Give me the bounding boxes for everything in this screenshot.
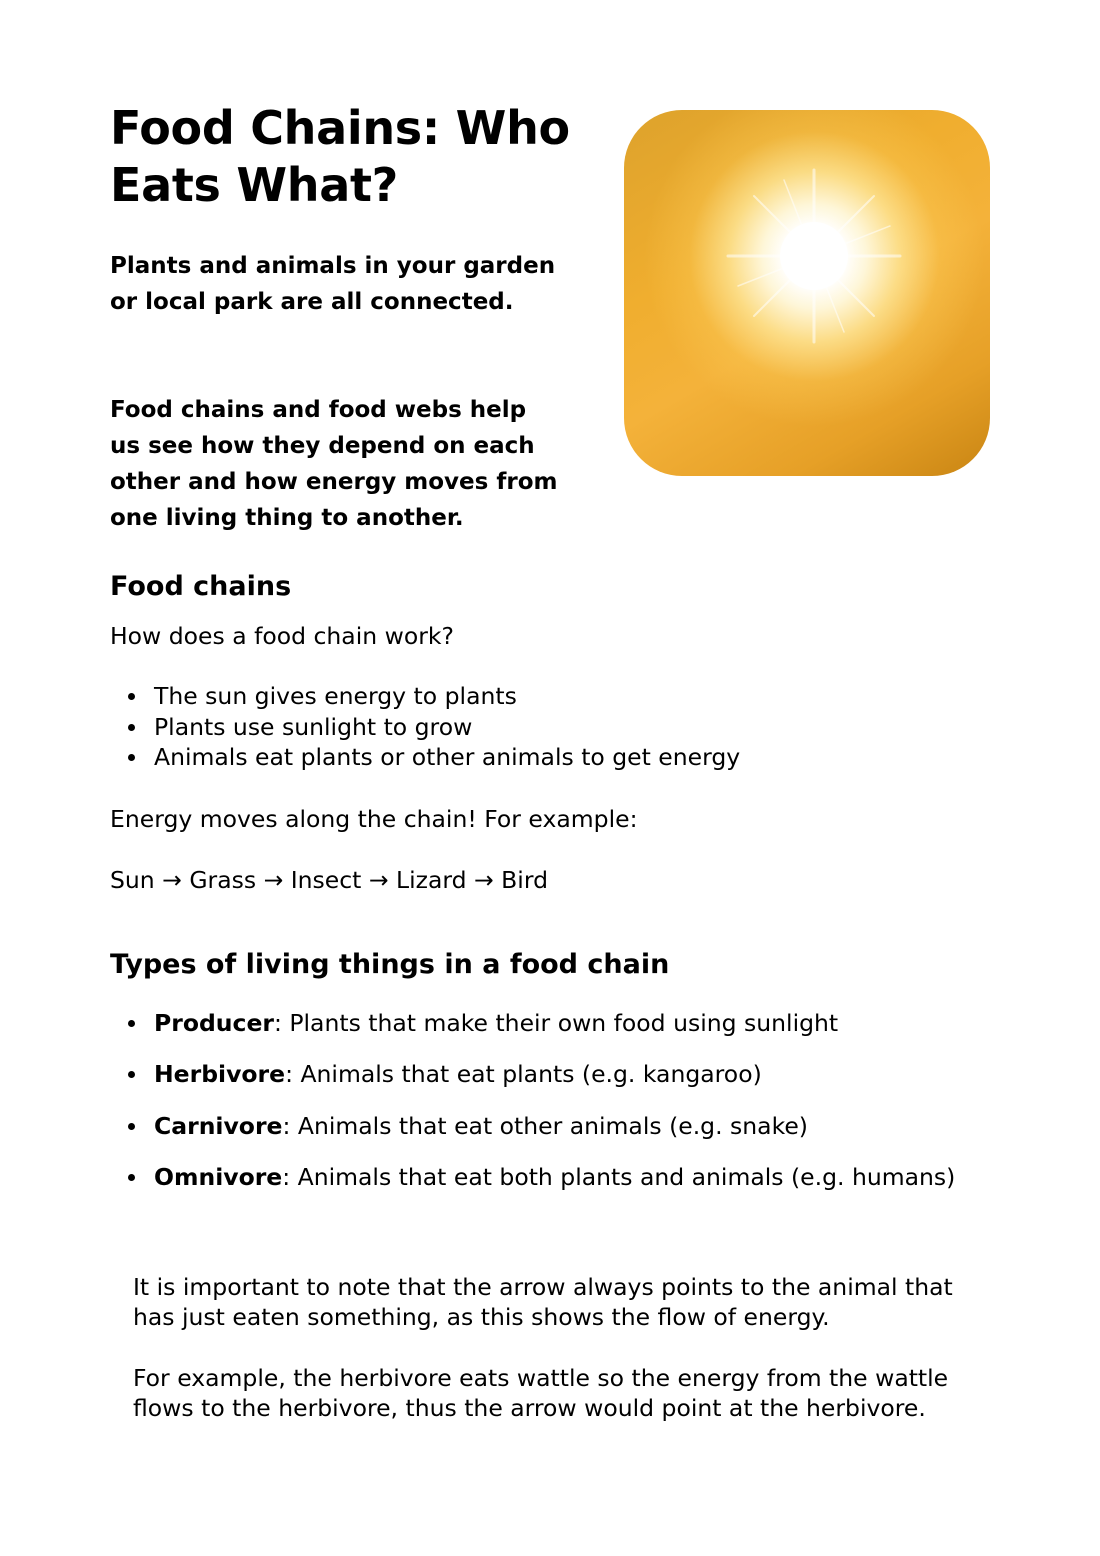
type-description: : Animals that eat both plants and animals (e.g. humans) bbox=[282, 1162, 956, 1191]
sun-rays-icon bbox=[624, 110, 990, 476]
type-term-omnivore: Omnivore bbox=[154, 1162, 283, 1191]
type-term-carnivore: Carnivore bbox=[154, 1111, 283, 1140]
food-chain-question: How does a food chain work? bbox=[110, 622, 454, 650]
list-item: Animals eat plants or other animals to get energy bbox=[110, 742, 910, 773]
type-description: : Plants that make their own food using sunlight bbox=[273, 1009, 839, 1037]
list-item bbox=[110, 1058, 1010, 1090]
type-description: : Animals that eat plants (e.g. kangaroo) bbox=[285, 1060, 762, 1089]
arrow-note-paragraph: It is important to note that the arrow always points to the animal that has just eaten something, as this shows the flow of energy. bbox=[133, 1273, 953, 1331]
chain-example: Sun → Grass → Insect → Lizard → Bird bbox=[110, 866, 548, 894]
example-note-paragraph: For example, the herbivore eats wattle so the energy from the wattle flows to the herbivore, thus the arrow would point at the herbivore. bbox=[133, 1364, 949, 1422]
types-list bbox=[110, 1007, 1010, 1212]
page-title: Food Chains: Who Eats What? bbox=[110, 101, 570, 212]
list-item: The sun gives energy to plants bbox=[110, 681, 910, 712]
intro-paragraph-2: Food chains and food webs help us see how they depend on each other and how energy moves from one living thing to another. bbox=[110, 397, 558, 531]
list-item bbox=[110, 1007, 1010, 1039]
types-heading: Types of living things in a food chain bbox=[110, 949, 670, 980]
list-item bbox=[110, 1161, 1010, 1193]
type-term-herbivore: Herbivore bbox=[154, 1060, 286, 1089]
energy-text: Energy moves along the chain! For example: bbox=[110, 805, 638, 833]
intro-paragraph-1: Plants and animals in your garden or local park are all connected. bbox=[110, 253, 556, 315]
type-term-producer: Producer bbox=[154, 1009, 274, 1037]
list-item bbox=[110, 1110, 1010, 1142]
sun-photo-icon bbox=[624, 110, 990, 476]
list-item: Plants use sunlight to grow bbox=[110, 712, 910, 743]
type-description: : Animals that eat other animals (e.g. snake) bbox=[282, 1111, 808, 1140]
food-chain-bullet-list bbox=[110, 681, 910, 773]
food-chains-heading: Food chains bbox=[110, 571, 292, 602]
